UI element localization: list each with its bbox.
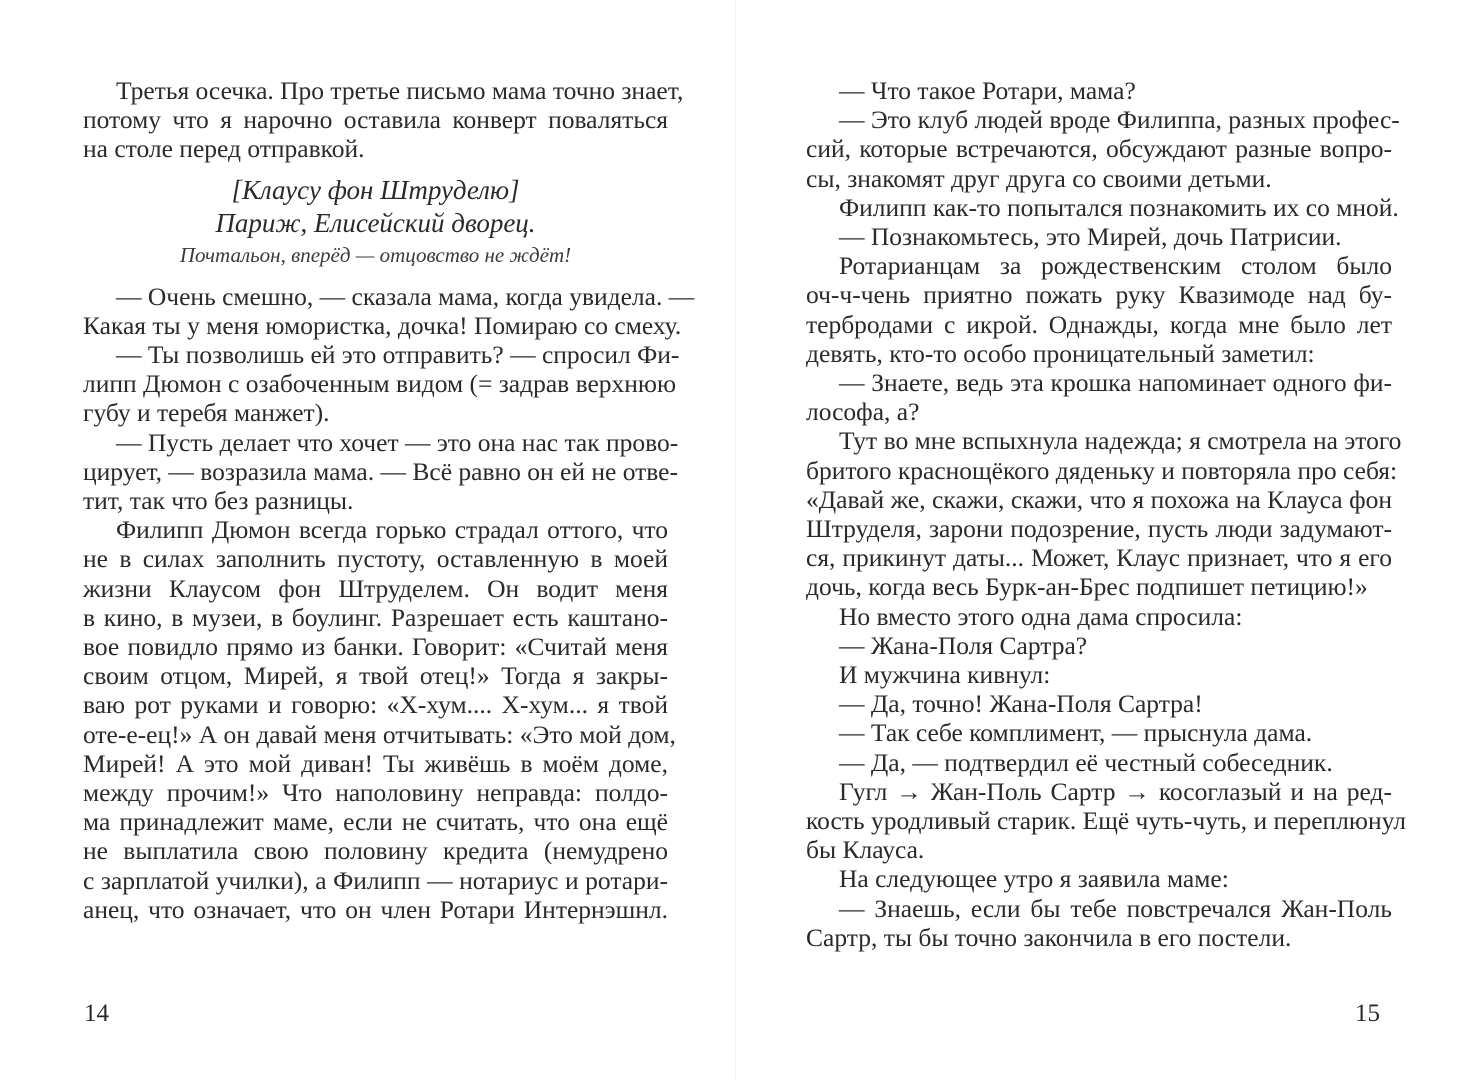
text-line: не выплатила свою половину кредита (немудрено (83, 836, 668, 866)
text-line: Штруделя, зарони подозрение, пусть люди задумают- (806, 514, 1392, 544)
text-line: И мужчина кивнул: (839, 660, 1051, 690)
text-line: с зарплатой училки), а Филипп — нотариус и ротари- (83, 865, 668, 895)
text-line: оч-ч-чень приятно пожать руку Квазимоде над бу- (806, 280, 1392, 310)
page-number-right: 15 (1355, 1000, 1380, 1027)
text-line: «Давай же, скажи, скажи, что я похожа на Клауса фон (806, 484, 1392, 514)
text-line: дочь, когда весь Бурк-ан-Брес подпишет петицию!» (806, 572, 1368, 602)
text-line: — Познакомьтесь, это Мирей, дочь Патрисии. (839, 222, 1342, 252)
text-line: лософа, а? (806, 397, 920, 427)
text-line: Какая ты у меня юмористка, дочка! Помираю со смеху. (83, 310, 682, 340)
right-page (735, 0, 1471, 1080)
text-line: Ротарианцам за рождественским столом было (839, 251, 1392, 281)
text-line: Третья осечка. Про третье письмо мама точно знает, (116, 76, 684, 105)
right-page-text (806, 76, 1406, 952)
text-line: Филипп Дюмон всегда горько страдал оттого, что (116, 515, 668, 545)
text-line: сы, знакомят друг друга со своими детьми. (806, 163, 1272, 193)
text-line: сий, которые встречаются, обсуждают разные вопро- (806, 134, 1392, 164)
left-body-text (83, 281, 695, 924)
left-page (0, 0, 735, 1080)
text-line: — Знаешь, если бы тебе повстречался Жан-Поль (839, 893, 1392, 923)
text-line: — Да, точно! Жана-Поля Сартра! (839, 689, 1203, 719)
text-line: Но вместо этого одна дама спросила: (839, 601, 1243, 631)
text-line: бы Клауса. (806, 835, 925, 865)
text-line: своим отцом, Мирей, я твой отец!» Тогда я закры- (83, 661, 668, 691)
epigraph-note: Почтальон, вперёд — отцовство не ждёт! (179, 242, 572, 267)
text-line: не в силах заполнить пустоту, оставленную в моей (83, 544, 668, 574)
text-line: девять, кто-то особо проницательный заметил: (806, 338, 1315, 368)
left-intro-paragraph (83, 76, 684, 164)
text-line: жизни Клаусом фон Штруделем. Он водит меня (83, 573, 668, 603)
text-line: губу и теребя манжет). (83, 398, 330, 428)
text-line: — Что такое Ротари, мама? (839, 76, 1136, 105)
text-line: кость уродливый старик. Ещё чуть-чуть, и переплюнул (806, 806, 1406, 836)
text-line: анец, что означает, что он член Ротари Интернэшнл. (83, 894, 668, 924)
text-line: вое повидло прямо из банки. Говорит: «Считай меня (83, 632, 668, 662)
text-line: на столе перед отправкой. (83, 134, 365, 164)
text-line: Мирей! А это мой диван! Ты живёшь в моём доме, (83, 748, 668, 778)
text-line: — Да, — подтвердил её честный собеседник. (839, 747, 1333, 777)
epigraph-addressee: [Клаусу фон Штруделю] (231, 174, 520, 205)
text-line: Гугл → Жан-Поль Сартр → косоглазый и на ред- (839, 776, 1392, 806)
text-line: — Пусть делает что хочет — это она нас так прово- (116, 427, 679, 457)
epigraph-address: Париж, Елисейский дворец. (215, 207, 536, 238)
text-line: ваю рот руками и говорю: «Х-хум.... Х-хум... я твой (83, 690, 668, 720)
text-line: Тут во мне вспыхнула надежда; я смотрела на этого (839, 426, 1402, 456)
text-line: в кино, в музеи, в боулинг. Разрешает есть каштано- (83, 602, 668, 632)
text-line: — Ты позволишь ей это отправить? — спросил Фи- (116, 340, 680, 370)
text-line: оте-е-ец!» А он давай меня отчитывать: «Это мой дом, (83, 719, 676, 749)
text-line: тербродами с икрой. Однажды, когда мне было лет (806, 309, 1392, 339)
text-line: тит, так что без разницы. (83, 486, 354, 516)
text-line: — Жана-Поля Сартра? (839, 630, 1088, 660)
text-line: ся, прикинут даты... Может, Клаус признает, что я его (806, 543, 1392, 573)
text-line: между прочим!» Что наполовину неправда: полдо- (83, 778, 668, 808)
page-number-left: 14 (84, 1000, 109, 1027)
text-line: — Это клуб людей вроде Филиппа, разных профес- (839, 105, 1400, 135)
text-line: На следующее утро я заявила маме: (839, 864, 1229, 894)
text-line: — Так себе комплимент, — прыснула дама. (839, 718, 1313, 748)
text-line: ма принадлежит маме, если не считать, что она ещё (83, 807, 668, 837)
text-line: липп Дюмон с озабоченным видом (= задрав верхнюю (83, 369, 677, 399)
text-line: — Знаете, ведь эта крошка напоминает одного фи- (839, 368, 1392, 398)
text-line: Сартр, ты бы точно закончила в его постели. (806, 922, 1292, 952)
text-line: потому что я нарочно оставила конверт поваляться (83, 105, 668, 135)
text-line: Филипп как-то попытался познакомить их со мной. (839, 192, 1399, 222)
text-line: цирует, — возразила мама. — Всё равно он ей не отве- (83, 456, 678, 486)
left-page-text (83, 76, 695, 924)
text-line: бритого краснощёкого дяденьку и повторяла про себя: (806, 455, 1398, 485)
text-line: — Очень смешно, — сказала мама, когда увидела. — (116, 281, 695, 311)
